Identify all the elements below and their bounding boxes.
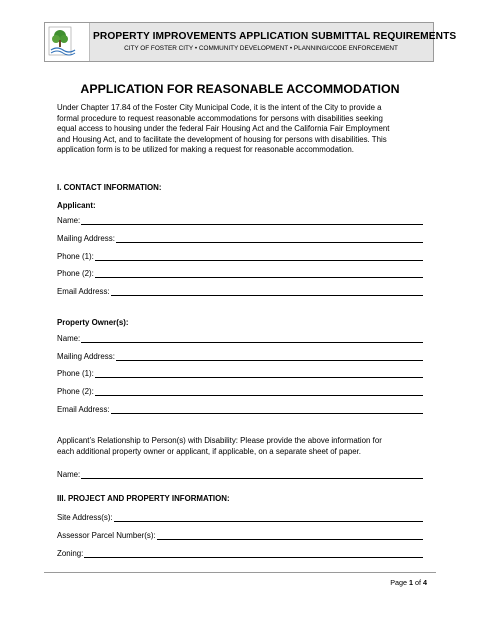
owner-name-field[interactable] [57,333,423,343]
document-title: APPLICATION FOR REASONABLE ACCOMMODATION [80,82,400,96]
field-label: Site Address(s): [57,513,113,522]
owner-email-field[interactable] [57,404,423,414]
page-number [390,578,427,587]
intro-line: application form is to be utilized for making a request for reasonable accommodation. [57,145,354,155]
fill-line[interactable] [95,252,423,261]
fill-line[interactable] [81,470,423,479]
fill-line[interactable] [116,234,423,243]
field-label: Phone (2): [57,269,94,278]
field-label: Mailing Address: [57,234,115,243]
note-line: Applicant’s Relationship to Person(s) with Disability: Please provide the above information for [57,436,382,445]
field-label: Email Address: [57,405,110,414]
assessor-parcel-field[interactable] [57,530,423,540]
site-address-field[interactable] [57,512,423,522]
field-label: Phone (1): [57,252,94,261]
field-label: Assessor Parcel Number(s): [57,531,156,540]
fill-line[interactable] [111,405,423,414]
fill-line[interactable] [114,513,423,522]
intro-line: equal access to housing under the federal Fair Housing Act and the California Fair Employment [57,124,390,134]
applicant-phone2-field[interactable] [57,268,423,278]
intro-line: Under Chapter 17.84 of the Foster City Municipal Code, it is the intent of the City to provide a [57,103,382,112]
city-logo [45,23,90,61]
owner-phone1-field[interactable] [57,368,423,378]
page-total: 4 [423,578,427,587]
fill-line[interactable] [95,369,423,378]
page-prefix: Page [390,578,409,587]
field-label: Name: [57,334,81,343]
page-header [44,22,457,62]
relationship-note [57,435,432,457]
fill-line[interactable] [111,287,423,296]
header-title: PROPERTY IMPROVEMENTS APPLICATION SUBMITTAL REQUIREMENTS [93,31,457,42]
property-owner-heading: Property Owner(s): [57,318,129,327]
contact-section-heading: I. CONTACT INFORMATION: [57,183,162,192]
field-label: Zoning: [57,549,84,558]
tree-logo-icon [45,23,89,61]
relationship-name-field[interactable] [57,469,423,479]
applicant-phone1-field[interactable] [57,251,423,261]
fill-line[interactable] [95,387,423,396]
fill-line[interactable] [95,269,423,278]
project-section-heading: III. PROJECT AND PROPERTY INFORMATION: [57,494,230,503]
applicant-name-field[interactable] [57,215,423,225]
owner-mailing-address-field[interactable] [57,351,423,361]
intro-line: and Housing Act, and to facilitate the development of housing for persons with disabilities. This [57,134,387,144]
zoning-field[interactable] [57,548,423,558]
owner-phone2-field[interactable] [57,386,423,396]
page-of: of [413,578,423,587]
applicant-mailing-address-field[interactable] [57,233,423,243]
field-label: Mailing Address: [57,352,115,361]
header-subtitle: CITY OF FOSTER CITY • COMMUNITY DEVELOPMENT • PLANNING/CODE ENFORCEMENT [124,45,398,52]
field-label: Phone (2): [57,387,94,396]
page-current: 1 [409,578,413,587]
fill-line[interactable] [84,549,423,558]
fill-line[interactable] [157,531,423,540]
field-label: Name: [57,470,81,479]
fill-line[interactable] [81,334,423,343]
note-line: each additional property owner or applicant, if applicable, on a separate sheet of paper. [57,447,361,456]
footer-divider [44,572,436,573]
field-label: Phone (1): [57,369,94,378]
fill-line[interactable] [116,352,423,361]
field-label: Name: [57,216,81,225]
field-label: Email Address: [57,287,110,296]
intro-paragraph [57,103,432,156]
applicant-email-field[interactable] [57,286,423,296]
applicant-heading: Applicant: [57,201,96,210]
fill-line[interactable] [81,216,423,225]
intro-line: formal procedure to request reasonable accommodations for persons with disabilities seeking [57,113,383,123]
